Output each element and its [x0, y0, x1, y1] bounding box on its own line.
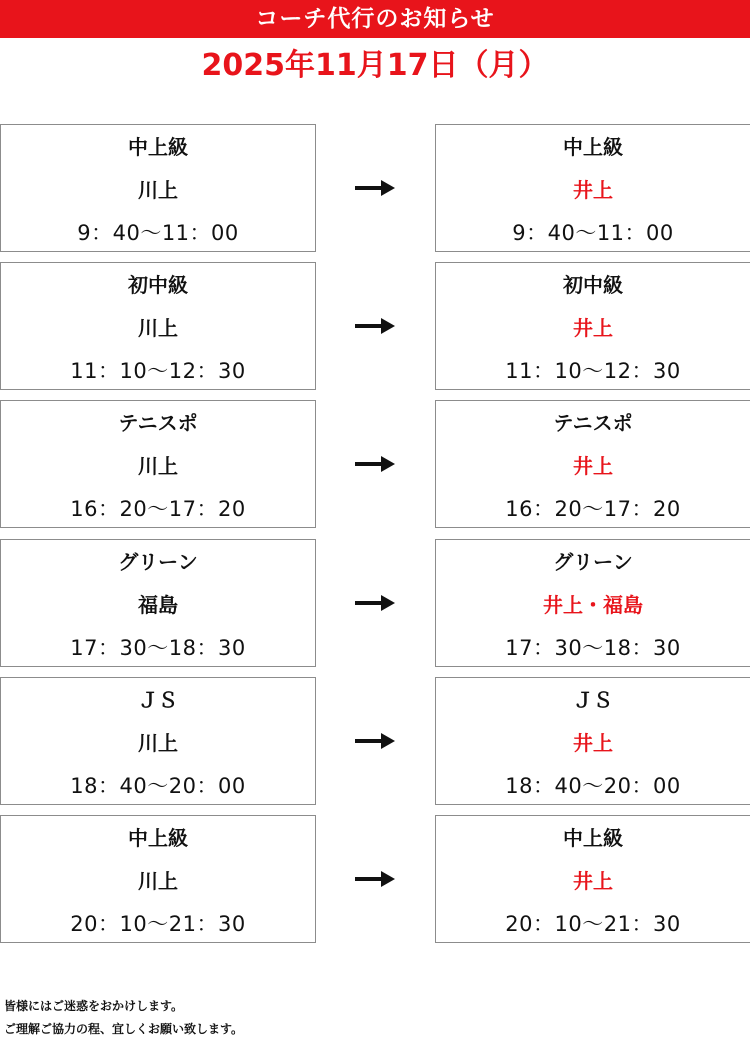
substitution-row [0, 124, 750, 252]
original-lesson-card [0, 815, 316, 943]
class-name: 初中級 [563, 273, 623, 297]
notice-date: 2025年11月17日（月） [201, 48, 549, 83]
substitute-coach-name: 井上 [573, 454, 613, 478]
right-arrow-icon [355, 593, 397, 613]
right-arrow-icon [355, 316, 397, 336]
original-lesson-card [0, 262, 316, 390]
coach-name: 川上 [138, 316, 178, 340]
substitute-coach-name: 井上 [573, 731, 613, 755]
substitute-coach-name: 井上 [573, 869, 613, 893]
substitute-lesson-card [435, 677, 750, 805]
substitute-coach-name: 井上 [573, 316, 613, 340]
class-name: テニスポ [553, 411, 633, 435]
right-arrow-icon [355, 454, 397, 474]
substitution-row [0, 539, 750, 667]
class-name: ＪＳ [138, 688, 178, 712]
class-name: 初中級 [128, 273, 188, 297]
class-name: ＪＳ [573, 688, 613, 712]
substitution-row [0, 677, 750, 805]
class-name: 中上級 [128, 135, 188, 159]
apology-note: 皆様にはご迷惑をおかけします。 [4, 999, 184, 1013]
substitution-row [0, 815, 750, 943]
original-lesson-card [0, 124, 316, 252]
notice-title-bar [0, 0, 750, 38]
lesson-time: 20：10〜21：30 [70, 912, 246, 936]
lesson-time: 17：30〜18：30 [505, 636, 681, 660]
class-name: テニスポ [118, 411, 198, 435]
substitute-coach-name: 井上・福島 [543, 593, 643, 617]
lesson-time: 16：20〜17：20 [70, 497, 246, 521]
thanks-note: ご理解ご協力の程、宜しくお願い致します。 [4, 1022, 244, 1036]
right-arrow-icon [355, 731, 397, 751]
lesson-time: 20：10〜21：30 [505, 912, 681, 936]
notice-title: コーチ代行のお知らせ [255, 6, 495, 32]
lesson-time: 9：40〜11：00 [77, 221, 239, 245]
lesson-time: 11：10〜12：30 [70, 359, 246, 383]
substitute-lesson-card [435, 124, 750, 252]
original-lesson-card [0, 400, 316, 528]
right-arrow-icon [355, 869, 397, 889]
substitute-coach-name: 井上 [573, 178, 613, 202]
coach-name: 川上 [138, 178, 178, 202]
substitute-lesson-card [435, 262, 750, 390]
substitute-lesson-card [435, 539, 750, 667]
class-name: グリーン [553, 550, 633, 574]
coach-name: 川上 [138, 869, 178, 893]
lesson-time: 17：30〜18：30 [70, 636, 246, 660]
original-lesson-card [0, 677, 316, 805]
coach-name: 川上 [138, 731, 178, 755]
substitution-row [0, 400, 750, 528]
coach-name: 福島 [138, 593, 178, 617]
coach-name: 川上 [138, 454, 178, 478]
lesson-time: 18：40〜20：00 [505, 774, 681, 798]
right-arrow-icon [355, 178, 397, 198]
original-lesson-card [0, 539, 316, 667]
lesson-time: 11：10〜12：30 [505, 359, 681, 383]
class-name: 中上級 [563, 826, 623, 850]
lesson-time: 9：40〜11：00 [512, 221, 674, 245]
class-name: 中上級 [128, 826, 188, 850]
substitution-row [0, 262, 750, 390]
class-name: グリーン [118, 550, 198, 574]
substitute-lesson-card [435, 400, 750, 528]
class-name: 中上級 [563, 135, 623, 159]
substitute-lesson-card [435, 815, 750, 943]
lesson-time: 16：20〜17：20 [505, 497, 681, 521]
lesson-time: 18：40〜20：00 [70, 774, 246, 798]
